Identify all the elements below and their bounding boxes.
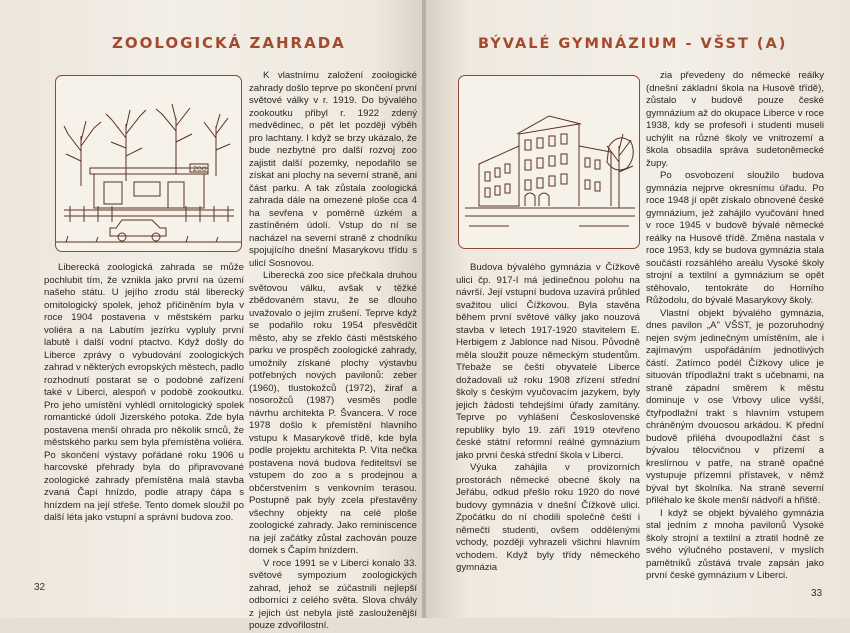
paragraph: I když se objekt bývalého gymnázia stal jedním z mnoha pavilonů Vysoké školy strojní a textilní a ztratil hodně ze svého výlučného postavení, v myslích pamětníků zůstává trvale zapsán jako první české gymnázium v Liberci. [646,507,824,581]
right-column-2 [646,70,824,583]
paragraph: Liberecká zoo sice přečkala druhou světovou válku, avšak v těžké zbědovaném stavu, že se dlouho uvažovalo o jejím zrušení. Teprve když se podařilo roku 1954 přesvědčit město, aby se zřeklo části městského parku ve prospěch zoologické zahrady, umožnily získané plochy výstavbu potřebných nových pavilonů: zeber (1960), tlustokožců (1972), žiraf a nosorožců (1987) vesměs podle návrhu architekta P. Švancera. V roce 1978 došlo k přemístění hlavního vstupu k Masarykově třídě, kde byla podle projektu architekta P. Víta nečka postavena nová budova řediteltsví se vstupem do zoo a s prodejnou a občerstvením s venkovním terasou. Postupně pak byly zcela přestavěny všechny objekty na celé ploše zoologické zahrady. Jako reminiscence na její začátky zůstal zachován pouze domek s Čapím hnízdem. [249,270,417,556]
gymnasium-building-illustration [458,75,640,249]
left-column-1 [44,262,244,525]
paragraph: Liberecká zoologická zahrada se může pochlubit tím, že vznikla jako první na území našeho státu. U jejího zrodu stál liberecký ornitologický spolek, jehož přičiněním byla v roce 1904 postavena v městském parku voliéra a na Labutím jezírku vypluly první labutě i další vodní ptactvo. Když došly do Liberce zprávy o vybudování zoologických zahrad v některých evropských městech, padlo rozhodnutí postarat se o podobné zařízení také v Liberci, alespoň v podobě zookoutku. Pro jeho umístění vyhlédl ornitologický spolek romantické údolí Jizerského potoka. Zde byla postavena menší ohrada pro několik srnců, že městského parku sem byla přemístěna voliéra. Po skončení výstavy pořádané roku 1906 u harcovské přehrady byla do připravované zoologické zahrady přemístěna malá stavba zvaná Čapí hnízdo, podle atrapy čápa s hnízdem na její střeše. Tento domek sloužil po další léta jako vstupní a správní budova zoo. [44,262,244,523]
zoo-entrance-illustration [55,75,242,252]
paragraph: Po osvobození sloužilo budova gymnázia nejprve okresnímu úřadu. Po roce 1948 jí opět získalo obnovené české gymnázium, jež zahájilo vyučování hned v roce 1945 v budově bývalé německé reálky na Husově třídě. Změna nastala v roce 1953, kdy se budova gymnázia stala součástí rozsáhlého areálu Vysoké školy strojní a textilní a gymnázium se opět stěhovalo, tentokráte do Horního Růžodolu, do bývalé Masarykovy školy. [646,170,824,306]
paragraph: Výuka zahájila v provizorních prostorách německé obecné školy na Jeřábu, odkud přešlo roku 1920 do nové budovy gymnázia v dnešní Čížkově ulici. Zpočátku do ní chodili společně čeští i němečtí studenti, ovšem oddělenými vchody, později vyhrazeli všichni hlavním vchodem. Když byly třídy německého gymnázia [456,462,640,573]
right-column-1 [456,262,640,575]
left-column-2 [249,70,417,633]
paragraph: Vlastní objekt bývalého gymnázia, dnes pavilon „A" VŠST, je pozoruhodný nejen svým jedinečným umístěním, ale i zajímavým uspořádáním jednotlivých částí. Zatímco podél Čížkovy ulice je situován třípodlažní trakt s učebnami, na straně západní směrem k městu dominuje v ose Vrbovy ulice vyšší, čtyřpodlažní trakt s hlavním vstupem chráněným dvouosou arkádou. K přední budově přiléhá dvoupodlažní část s bývalou tělocvičnou v přízemí a kreslírnou v patře, na straně opačné vystupuje přízemní přístavek, v němž býval byt školníka. Na straně severní přiléhalo ke škole menší nádvoří a hřiště. [646,307,824,506]
paragraph: Budova bývalého gymnázia v Čížkově ulici čp. 917-I má jedinečnou polohu na návrší. Její vstupní budova uzavírá průhled svažitou ulicí Čížkovou. Byla stavěna během první světové války jako nouzová stavba v letech 1917-1920 stavitelem E. Herbigem z Jablonce nad Nisou. Původně měla sloužit pouze německým studentům. Třebaže se čeští obyvatelé Liberce dožadovali už roku 1908 zřízení střední školy s českým vyučovacím jazykem, byly jejich žádosti tehdejšími úřady zamítány. Teprve po vyhlášení Československé republiky bylo 19. září 1919 otevřeno české státní reformní reálné gymnázium jako první česká střední škola v Liberci. [456,262,640,461]
right-page [426,0,850,618]
paragraph: K vlastnímu založení zoologické zahrady došlo teprve po skončení první světové války v r. 1919. Do bývalého zookoutku přibyl r. 1922 zdený medvědinec, o pět let později výběh pro lachtany. I když se brzy ukázalo, že bude nezbytné pro další rozvoj zoo zajistit další pozemky, nepodařilo se získat ani plochy na severní straně, ani část parku. A tak zůstala zoologická zahrada dále na omezené ploše cca 4 ha sevřena v poměrně úzkém a zastíněném údolí. Vstup do ní se nacházel na severní straně z chodníku spojujícího dnešní Masarykovu třídu s ulicí Sosnovou. [249,70,417,269]
svg-text:ZOO: ZOO [193,166,207,173]
paragraph: zia převedeny do německé reálky (dnešní základní škola na Husově třídě), zůstalo v budově pouze české gymnázium až do okupace Liberce v roce 1938, kdy se profesoři i studenti museli uchýlit na různé školy ve vnitrozemí a škola obsadila správa sudetoněmecké župy. [646,70,824,169]
right-page-title: BÝVALÉ GYMNÁZIUM - VŠST (A) [478,36,788,52]
left-page-title: ZOOLOGICKÁ ZAHRADA [112,34,346,52]
paragraph: V roce 1991 se v Liberci konalo 33. světové sympozium zoologických zahrad, jehož se zúčastnili nejlepší odborníci z celého světa. Slova chvály z jejich úst nebyla jistě zaslouženější pouze zdvořilostní. [249,557,417,631]
page-number-left: 32 [34,582,46,593]
page-number-right: 33 [811,588,823,599]
left-page [0,0,424,631]
